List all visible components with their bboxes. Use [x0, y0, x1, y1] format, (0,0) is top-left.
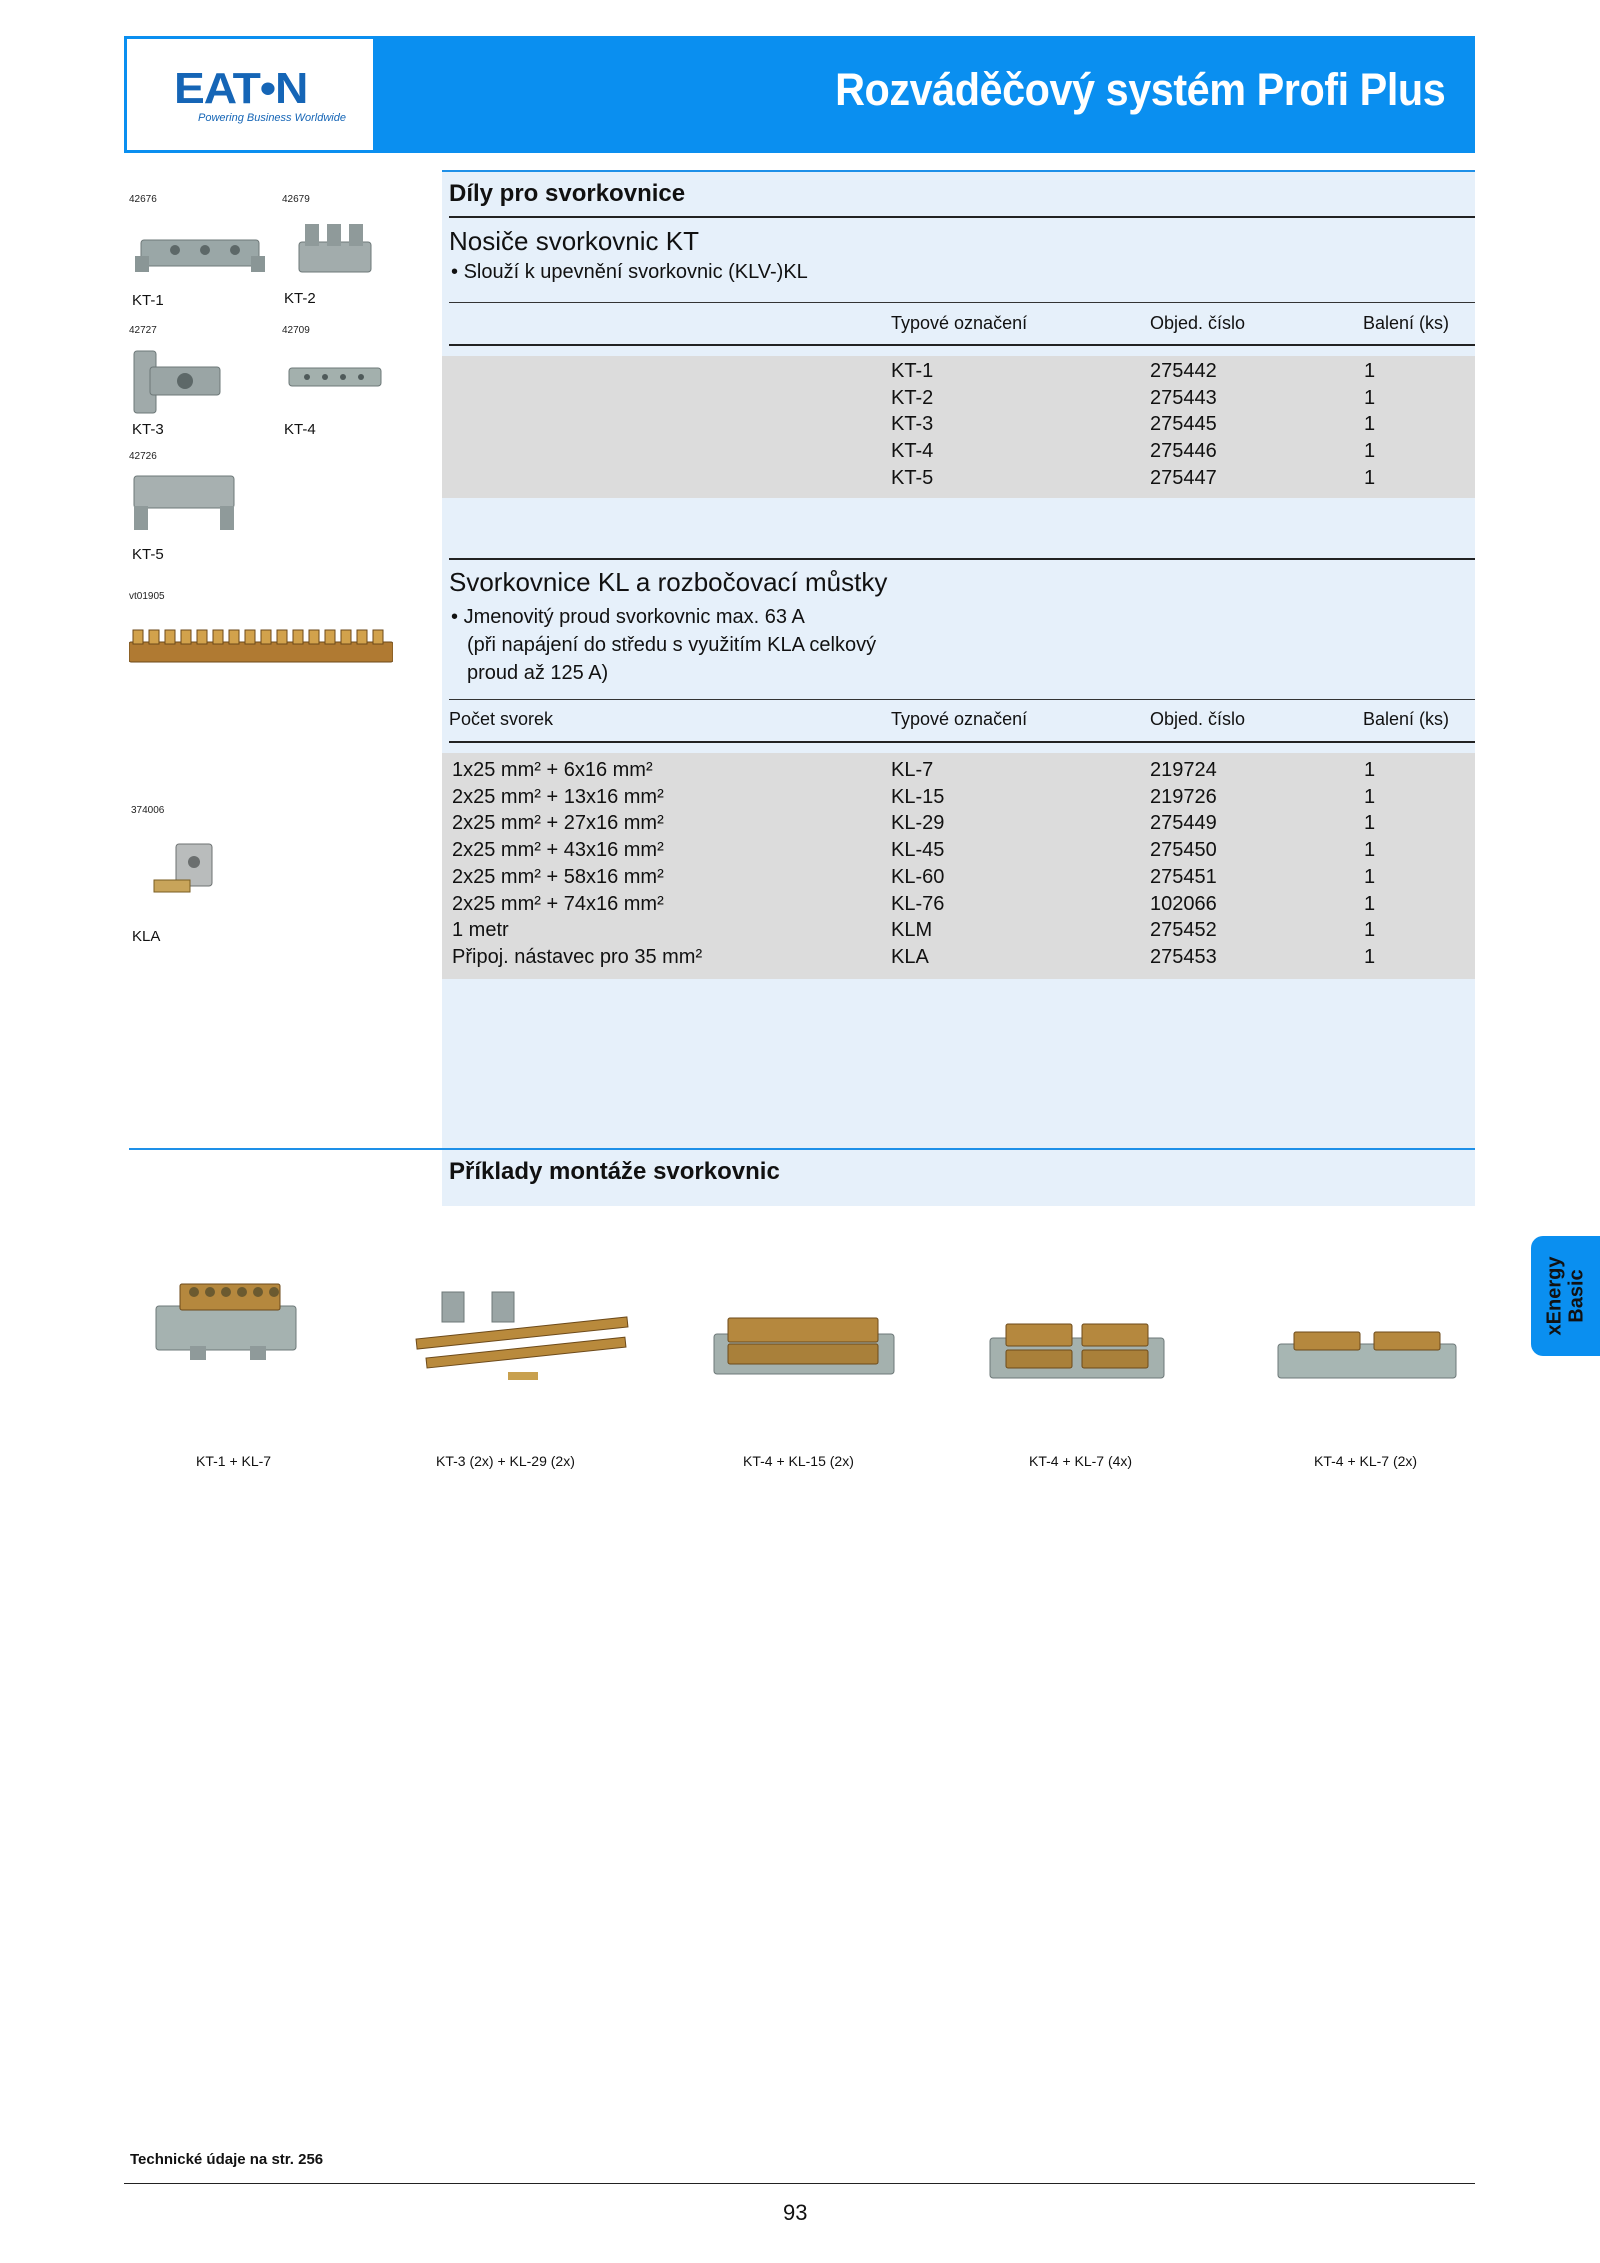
- kl-table-type-col: [891, 757, 944, 971]
- col-head-order: Objed. číslo: [1150, 709, 1246, 729]
- table-cell: 1: [1364, 360, 1376, 382]
- kl-table-order-col: [1150, 757, 1217, 971]
- divider: [449, 558, 1475, 560]
- table-cell: 1: [1364, 386, 1376, 409]
- table-cell: 1: [1364, 919, 1376, 942]
- example-caption: KT-1 + KL-7: [196, 1453, 272, 1469]
- table-cell: 275442: [1150, 360, 1217, 382]
- table-band-kt: [442, 356, 1475, 498]
- product-code: 42727: [129, 325, 157, 336]
- table-cell: 2x25 mm² + 13x16 mm²: [452, 785, 664, 808]
- table-cell: 2x25 mm² + 27x16 mm²: [452, 812, 664, 835]
- product-label: KT-1: [132, 292, 164, 309]
- table-cell: 1: [1364, 466, 1376, 489]
- table-cell: 275453: [1150, 945, 1217, 968]
- product-label: KT-2: [284, 290, 316, 307]
- example-image-1: [150, 1276, 302, 1362]
- table-cell: 1: [1364, 865, 1376, 888]
- divider: [449, 216, 1475, 218]
- col-head-pack: Balení (ks): [1363, 709, 1450, 729]
- table-cell: KT-3: [891, 413, 934, 436]
- footer-rule: [124, 2183, 1475, 2184]
- side-tab-label: xEnergy Basic: [1543, 1256, 1588, 1336]
- product-code: vt01905: [129, 591, 165, 602]
- divider: [449, 302, 1475, 303]
- section-top-rule: [442, 170, 1475, 172]
- table-cell: 2x25 mm² + 58x16 mm²: [452, 865, 664, 888]
- kt1-image: [135, 226, 265, 278]
- col-head-count: Počet svorek: [449, 709, 554, 729]
- example-caption: KT-4 + KL-15 (2x): [743, 1453, 854, 1469]
- table-cell: 1: [1364, 839, 1376, 862]
- product-label: KT-3: [132, 421, 164, 438]
- col-head-pack: Balení (ks): [1363, 313, 1450, 333]
- bullet-kl: • Jmenovitý proud svorkovnic max. 63 A (při napájení do středu s využitím KLA celkový proud až 125 A): [451, 606, 877, 684]
- example-caption: KT-4 + KL-7 (4x): [1029, 1453, 1133, 1469]
- table-cell: KT-4: [891, 440, 934, 463]
- bullet-kt: • Slouží k upevnění svorkovnic (KLV-)KL: [451, 261, 808, 283]
- example-caption: KT-4 + KL-7 (2x): [1314, 1453, 1418, 1469]
- product-code: 42726: [129, 451, 157, 462]
- table-cell: KLA: [891, 945, 929, 968]
- table-cell: 275450: [1150, 839, 1217, 862]
- table-cell: 2x25 mm² + 43x16 mm²: [452, 839, 664, 862]
- table-cell: KL-7: [891, 759, 934, 781]
- table-cell: Připoj. nástavec pro 35 mm²: [452, 945, 703, 968]
- page-title: Rozváděčový systém Profi Plus: [834, 64, 1445, 115]
- table-cell: 219726: [1150, 785, 1217, 808]
- product-code: 42676: [129, 194, 157, 205]
- section-title-parts: Díly pro svorkovnice: [449, 180, 686, 207]
- table-cell: KL-29: [891, 812, 945, 835]
- table-cell: 219724: [1150, 759, 1217, 781]
- page-number: 93: [783, 2200, 808, 2225]
- table-cell: KT-1: [891, 360, 934, 382]
- subtitle-kl: Svorkovnice KL a rozbočovací můstky: [449, 567, 888, 597]
- section-title-examples: Příklady montáže svorkovnic: [449, 1158, 780, 1185]
- kt3-image: [130, 345, 226, 421]
- divider: [449, 741, 1475, 743]
- col-head-type: Typové označení: [891, 313, 1028, 333]
- table-cell: 1: [1364, 413, 1376, 436]
- subtitle-kt: Nosiče svorkovnic KT: [449, 226, 699, 256]
- table-cell: 1 metr: [452, 919, 509, 942]
- col-head-type: Typové označení: [891, 709, 1028, 729]
- divider: [449, 699, 1475, 700]
- divider: [449, 344, 1475, 346]
- kt-table-pack-col: [1364, 358, 1375, 492]
- kl-table-count-col: [452, 757, 702, 971]
- product-code: 42709: [282, 325, 310, 336]
- table-cell: 1: [1364, 440, 1376, 463]
- table-cell: KT-5: [891, 466, 934, 489]
- table-cell: 1: [1364, 759, 1376, 781]
- table-cell: 275451: [1150, 865, 1217, 888]
- table-cell: KL-60: [891, 865, 945, 888]
- product-label: KT-5: [132, 546, 164, 563]
- table-cell: KL-76: [891, 892, 945, 915]
- table-cell: 275452: [1150, 919, 1217, 942]
- table-cell: KL-15: [891, 785, 945, 808]
- kl-table-pack-col: [1364, 757, 1375, 971]
- example-image-2: [412, 1288, 632, 1388]
- product-label: KLA: [132, 928, 161, 945]
- table-cell: 1: [1364, 945, 1376, 968]
- product-code: 374006: [131, 805, 165, 816]
- table-cell: 1x25 mm² + 6x16 mm²: [452, 759, 653, 781]
- kt-table-order-col: [1150, 358, 1217, 492]
- table-cell: 275446: [1150, 440, 1217, 463]
- example-image-4: [986, 1314, 1168, 1392]
- kt-table-type-col: [891, 358, 933, 492]
- table-cell: KT-2: [891, 386, 934, 409]
- example-image-5: [1274, 1322, 1460, 1390]
- kt4-image: [287, 358, 383, 398]
- kl-bar-image: [129, 626, 393, 670]
- table-cell: KLM: [891, 919, 933, 942]
- kt5-image: [130, 468, 238, 538]
- example-caption: KT-3 (2x) + KL-29 (2x): [436, 1453, 575, 1469]
- eaton-logo: EAT•N: [174, 64, 308, 113]
- table-cell: 275447: [1150, 466, 1217, 489]
- table-cell: KL-45: [891, 839, 945, 862]
- product-code: 42679: [282, 194, 310, 205]
- table-cell: 2x25 mm² + 74x16 mm²: [452, 892, 664, 915]
- table-cell: 102066: [1150, 892, 1217, 915]
- product-label: KT-4: [284, 421, 316, 438]
- table-cell: 275449: [1150, 812, 1217, 835]
- table-cell: 1: [1364, 785, 1376, 808]
- table-cell: 275445: [1150, 413, 1217, 436]
- example-image-3: [710, 1310, 898, 1390]
- table-cell: 275443: [1150, 386, 1217, 409]
- kla-image: [150, 838, 234, 912]
- col-head-order: Objed. číslo: [1150, 313, 1246, 333]
- table-cell: 1: [1364, 892, 1376, 915]
- logo-tagline: Powering Business Worldwide: [198, 112, 346, 124]
- kt2-image: [295, 216, 375, 280]
- table-cell: 1: [1364, 812, 1376, 835]
- footer-note: Technické údaje na str. 256: [130, 2151, 324, 2168]
